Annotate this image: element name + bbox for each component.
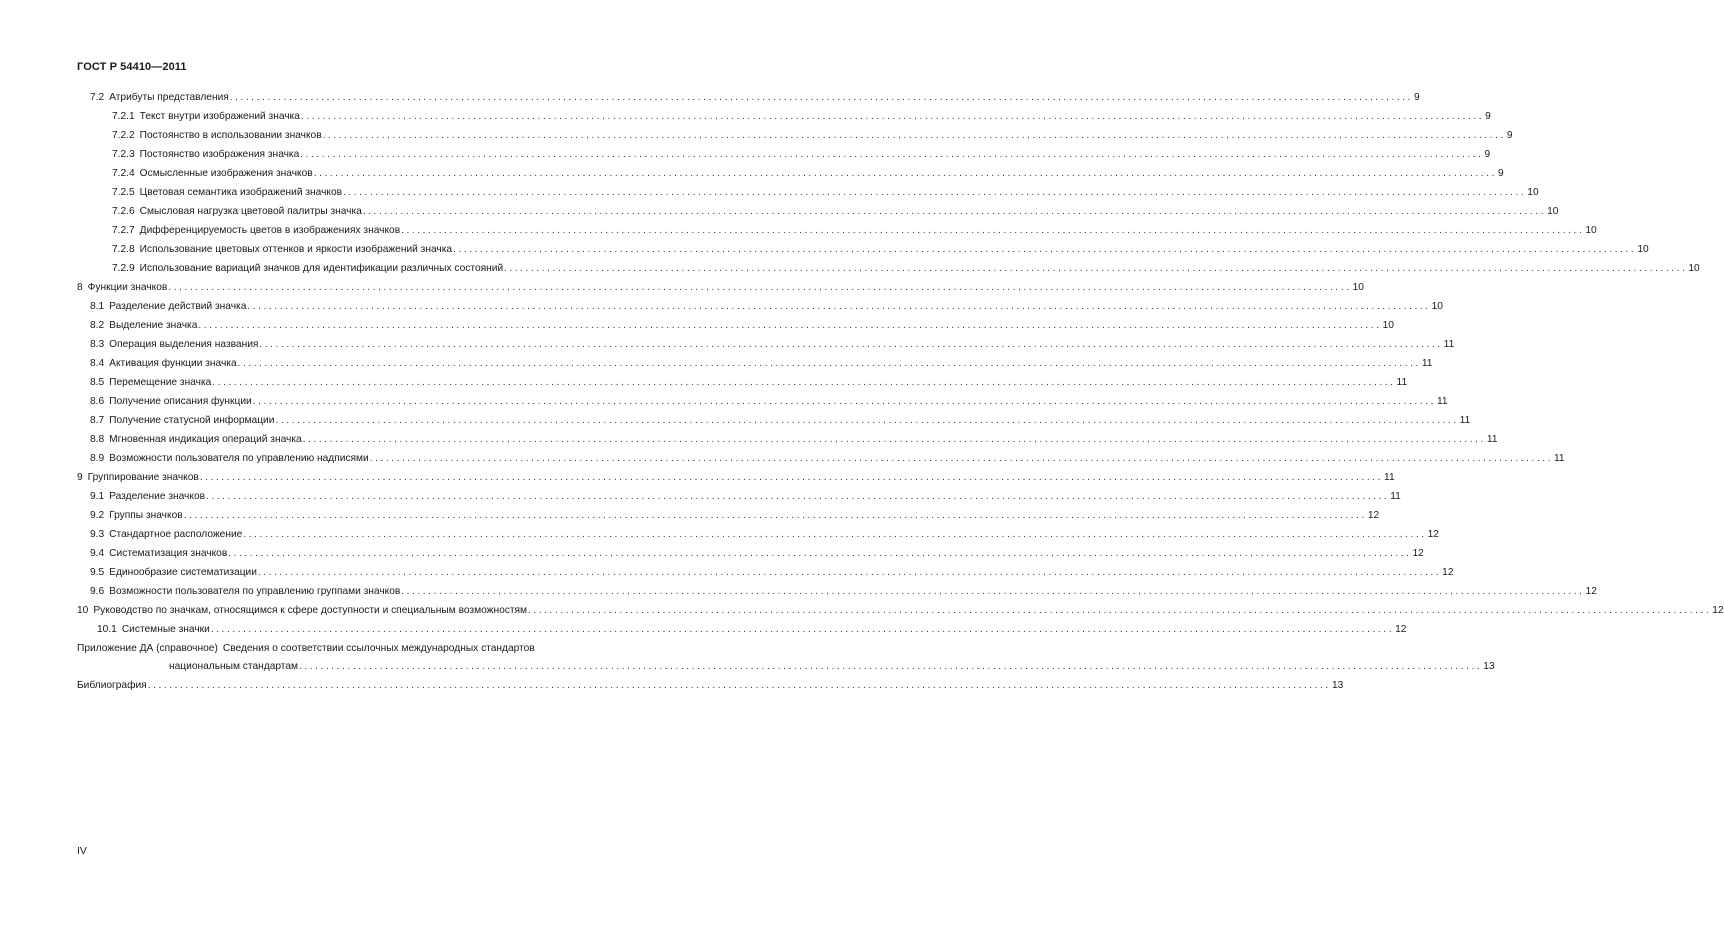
toc-entry-title: Группы значков (109, 510, 183, 521)
toc-entry-number: 8.8 (90, 434, 105, 445)
toc-entry-number: 7.2.5 (112, 187, 135, 198)
dot-leader: ............................................................................................................................................................................................................................ (300, 111, 1485, 122)
toc-entry-page: 12 (1442, 567, 1454, 578)
toc-entry[interactable] (90, 91, 1420, 104)
dot-leader: ............................................................................................................................................................................................................................ (198, 320, 1382, 331)
dot-leader: ............................................................................................................................................................................................................................ (243, 529, 1427, 540)
dot-leader: ............................................................................................................................................................................................................................ (247, 301, 1431, 312)
toc-entry[interactable] (112, 167, 1504, 180)
toc-entry-number: 7.2.3 (112, 149, 135, 160)
toc-entry-title: Активация функции значка (109, 358, 237, 369)
toc-entry-page: 12 (1585, 586, 1597, 597)
toc-entry-title: Получение описания функции (109, 396, 252, 407)
toc-entry-number: 9.1 (90, 491, 105, 502)
bibliography-page: 13 (1331, 680, 1344, 691)
toc-entry[interactable] (90, 414, 1471, 427)
dot-leader: ............................................................................................................................................................................................................................ (212, 377, 1396, 388)
dot-leader: ............................................................................................................................................................................................................................ (528, 605, 1712, 616)
dot-leader: ............................................................................................................................................................................................................................ (362, 206, 1547, 217)
toc-entry-title: Возможности пользователя по управлению надписями (109, 453, 369, 464)
toc-entry-page: 10 (1547, 206, 1559, 217)
bibliography-title: Библиография (77, 680, 147, 691)
toc-entry-page: 9 (1414, 92, 1420, 103)
toc-entry[interactable] (77, 281, 1364, 294)
toc-entry-page: 10 (1382, 320, 1394, 331)
toc-entry-title: Постоянство изображения значка (139, 149, 300, 160)
toc-entry-title: Мгновенная индикация операций значка (109, 434, 302, 445)
toc-entry-title: Системные значки (121, 624, 210, 635)
toc-entry-title: Атрибуты представления (109, 92, 229, 103)
toc-entry[interactable] (90, 357, 1433, 370)
toc-entry[interactable] (112, 186, 1539, 199)
toc-entry-title: Функции значков (87, 282, 168, 293)
toc-entry-page: 10 (1585, 225, 1597, 236)
toc-entry-number: 9.6 (90, 586, 105, 597)
toc-entry-title: Постоянство в использовании значков (139, 130, 322, 141)
toc-entry-number: 9.2 (90, 510, 105, 521)
toc-entry-page: 12 (1412, 548, 1424, 559)
toc-entry-title: Смысловая нагрузка цветовой палитры значка (139, 206, 362, 217)
dot-leader: ............................................................................................................................................................................................................................ (252, 396, 1436, 407)
toc-entry-page: 9 (1506, 130, 1513, 141)
toc-entry-page: 12 (1712, 605, 1724, 616)
toc-entry-number: 8 (77, 282, 83, 293)
toc-entry-number: 8.7 (90, 415, 105, 426)
toc-bibliography-entry[interactable] (77, 679, 1344, 692)
dot-leader: ............................................................................................................................................................................................................................ (183, 510, 1367, 521)
toc-entry-page: 11 (1443, 339, 1455, 350)
toc-entry-page: 10 (1688, 263, 1700, 274)
toc-entry-number: 9.5 (90, 567, 105, 578)
toc-entry-page: 11 (1390, 491, 1401, 502)
toc-entry-number: 7.2.6 (112, 206, 135, 217)
toc-entry-title: Систематизация значков (109, 548, 228, 559)
toc-entry-number: 7.2.1 (112, 111, 135, 122)
toc-entry-number: 8.5 (90, 377, 105, 388)
toc-entry-number: 10 (77, 605, 89, 616)
toc-entry[interactable] (90, 300, 1443, 313)
toc-entry[interactable] (90, 433, 1498, 446)
dot-leader: ............................................................................................................................................................................................................................ (199, 472, 1384, 483)
toc-appendix-entry[interactable] (77, 642, 613, 655)
dot-leader: ............................................................................................................................................................................................................................ (229, 92, 1414, 103)
dot-leader: ............................................................................................................................................................................................................................ (275, 415, 1459, 426)
toc-entry-page: 12 (1367, 510, 1380, 521)
toc-entry-title: Выделение значка (109, 320, 198, 331)
dot-leader: ............................................................................................................................................................................................................................ (313, 168, 1497, 179)
dot-leader: ............................................................................................................................................................................................................................ (322, 130, 1506, 141)
dot-leader: ............................................................................................................................................................................................................................ (302, 434, 1486, 445)
toc-entry[interactable] (112, 148, 1491, 161)
toc-entry-number: 8.2 (90, 320, 105, 331)
toc-entry-page: 11 (1554, 453, 1565, 464)
dot-leader: ............................................................................................................................................................................................................................ (300, 149, 1484, 160)
toc-entry-page: 11 (1396, 377, 1408, 388)
toc-entry-number: 8.3 (90, 339, 105, 350)
toc-entry-page: 11 (1459, 415, 1471, 426)
toc-entry-title: Единообразие систематизации (109, 567, 257, 578)
toc-entry-title: Стандартное расположение (109, 529, 243, 540)
toc-entry-number: 7.2.4 (112, 168, 135, 179)
toc-entry-title: Дифференцируемость цветов в изображениях значков (139, 225, 401, 236)
toc-entry-number: 8.9 (90, 453, 105, 464)
toc-entry[interactable] (90, 395, 1448, 408)
toc-entry-number: 7.2.7 (112, 225, 135, 236)
toc-entry-page: 11 (1436, 396, 1448, 407)
toc-entry-page: 10 (1431, 301, 1443, 312)
toc-entry-title: Операция выделения названия (109, 339, 259, 350)
toc-entry[interactable] (90, 528, 1439, 541)
toc-entry-page: 9 (1485, 111, 1491, 122)
toc-entry[interactable] (90, 376, 1408, 389)
dot-leader: ............................................................................................................................................................................................................................ (453, 244, 1637, 255)
toc-entry-page: 9 (1484, 149, 1491, 160)
dot-leader: ............................................................................................................................................................................................................................ (299, 661, 1483, 672)
toc-entry-title: Возможности пользователя по управлению группами значков (109, 586, 401, 597)
toc-entry[interactable] (90, 585, 1597, 598)
toc-entry-number: 7.2.8 (112, 244, 135, 255)
toc-entry-title: Использование вариаций значков для идентификации различных состояний (139, 263, 504, 274)
toc-entry[interactable] (90, 547, 1424, 560)
page-number-footer: IV (77, 845, 87, 857)
toc-appendix-entry-continued[interactable] (169, 660, 1495, 673)
toc-entry[interactable] (77, 604, 1724, 617)
toc-entry-title: Получение статусной информации (109, 415, 275, 426)
appendix-title-line2: национальным стандартам (169, 661, 299, 672)
toc-entry-title: Группирование значков (87, 472, 199, 483)
toc-entry-number: 7.2.9 (112, 263, 135, 274)
toc-entry-page: 10 (1527, 187, 1539, 198)
toc-entry[interactable] (97, 623, 1407, 636)
appendix-page: 13 (1483, 661, 1495, 672)
dot-leader: ............................................................................................................................................................................................................................ (504, 263, 1688, 274)
toc-entry-page: 9 (1497, 168, 1504, 179)
toc-entry-title: Разделение действий значка (109, 301, 247, 312)
toc-entry[interactable] (90, 319, 1394, 332)
toc-entry-page: 11 (1421, 358, 1433, 369)
dot-leader: ............................................................................................................................................................................................................................ (147, 680, 1331, 691)
toc-entry-title: Руководство по значкам, относящимся к сфере доступности и специальным возможностям (93, 605, 528, 616)
toc-entry[interactable] (112, 224, 1597, 237)
dot-leader: ............................................................................................................................................................................................................................ (259, 339, 1443, 350)
toc-entry-number: 9.4 (90, 548, 105, 559)
toc-entry-title: Текст внутри изображений значка (139, 111, 300, 122)
toc-entry[interactable] (112, 262, 1700, 275)
toc-entry-page: 10 (1637, 244, 1649, 255)
toc-entry-number: 10.1 (97, 624, 117, 635)
toc-entry-title: Разделение значков (109, 491, 206, 502)
dot-leader: ............................................................................................................................................................................................................................ (168, 282, 1352, 293)
toc-entry-page: 10 (1352, 282, 1364, 293)
toc-entry[interactable] (112, 205, 1559, 218)
appendix-title-line1: Сведения о соответствии ссылочных международных стандартов (222, 643, 535, 654)
dot-leader: ............................................................................................................................................................................................................................ (343, 187, 1527, 198)
toc-entry[interactable] (112, 110, 1491, 123)
dot-leader: ............................................................................................................................................................................................................................ (257, 567, 1442, 578)
dot-leader: ............................................................................................................................................................................................................................ (237, 358, 1421, 369)
toc-entry-number: 8.4 (90, 358, 105, 369)
dot-leader: ............................................................................................................................................................................................................................ (369, 453, 1553, 464)
toc-entry-title: Цветовая семантика изображений значков (139, 187, 343, 198)
dot-leader: ............................................................................................................................................................................................................................ (401, 225, 1585, 236)
dot-leader: ............................................................................................................................................................................................................................ (206, 491, 1390, 502)
dot-leader: ............................................................................................................................................................................................................................ (210, 624, 1395, 635)
toc-entry[interactable] (90, 490, 1401, 503)
toc-entry-title: Перемещение значка (109, 377, 212, 388)
toc-entry[interactable] (112, 129, 1513, 142)
toc-entry-page: 12 (1427, 529, 1439, 540)
toc-entry[interactable] (90, 509, 1380, 522)
toc-entry-number: 9.3 (90, 529, 105, 540)
dot-leader: ............................................................................................................................................................................................................................ (228, 548, 1412, 559)
toc-entry[interactable] (90, 452, 1565, 465)
toc-entry-number: 8.6 (90, 396, 105, 407)
toc-entry-title: Осмысленные изображения значков (139, 168, 313, 179)
toc-entry-number: 7.2 (90, 92, 105, 103)
toc-entry-page: 11 (1486, 434, 1498, 445)
toc-entry-page: 12 (1395, 624, 1407, 635)
toc-entry[interactable] (90, 566, 1454, 579)
toc-entry[interactable] (112, 243, 1649, 256)
toc-entry-number: 8.1 (90, 301, 105, 312)
toc-entry[interactable] (77, 471, 1395, 484)
appendix-label: Приложение ДА (справочное) (77, 643, 218, 654)
document-code-header: ГОСТ Р 54410—2011 (77, 61, 187, 73)
toc-entry-number: 9 (77, 472, 83, 483)
toc-entry-page: 11 (1384, 472, 1395, 483)
toc-entry-title: Использование цветовых оттенков и яркости изображений значка (139, 244, 453, 255)
toc-entry-number: 7.2.2 (112, 130, 135, 141)
dot-leader: ............................................................................................................................................................................................................................ (401, 586, 1585, 597)
toc-entry[interactable] (90, 338, 1455, 351)
